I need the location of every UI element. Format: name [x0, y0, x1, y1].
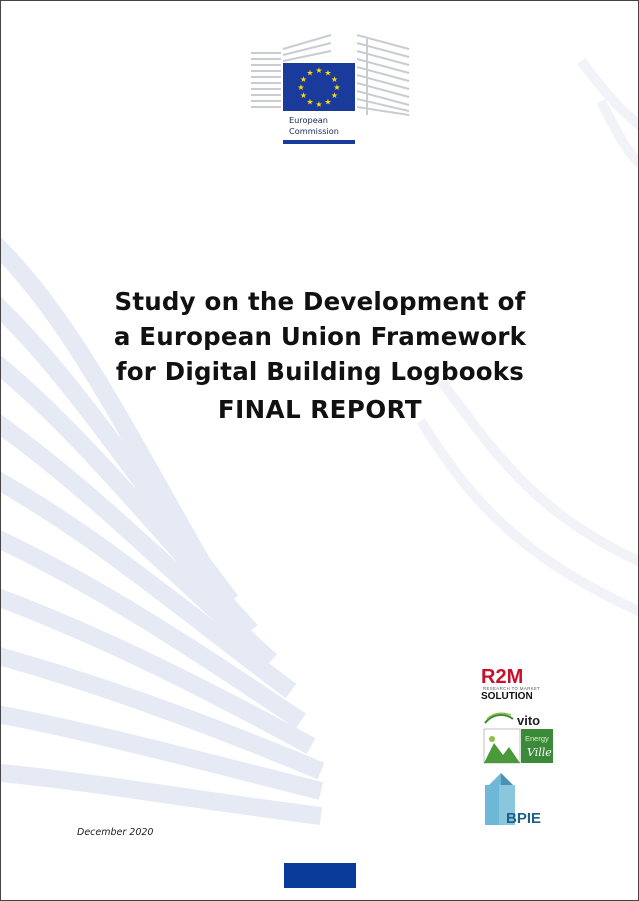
footer-blue-bar — [284, 863, 356, 888]
svg-text:★: ★ — [315, 66, 323, 75]
vito-logo-text: vito — [517, 713, 541, 728]
bpie-logo-text: BPIE — [506, 810, 542, 827]
svg-text:★: ★ — [324, 97, 332, 107]
energyville-line2: Ville — [527, 746, 552, 759]
commission-label-line2: Commission — [289, 126, 339, 136]
svg-text:★: ★ — [299, 91, 308, 100]
r2m-tagline: RESEARCH TO MARKET — [483, 686, 541, 691]
publication-date: December 2020 — [77, 827, 154, 838]
svg-text:★: ★ — [297, 83, 305, 92]
r2m-logo-text: R2M — [481, 666, 524, 688]
partner-logos-graphic — [479, 663, 559, 839]
svg-text:★: ★ — [330, 75, 339, 84]
r2m-solution-text: SOLUTION — [481, 691, 533, 702]
commission-label-line1: European — [289, 115, 328, 125]
partner-logos — [479, 663, 559, 843]
title-line-2: a European Union Framework — [113, 322, 527, 351]
title-line-3: for Digital Building Logbooks — [115, 357, 525, 386]
r2m-solution-logo — [481, 666, 540, 702]
energyville-line1: Energy — [525, 734, 549, 743]
svg-text:★: ★ — [306, 68, 314, 78]
svg-text:★: ★ — [299, 75, 308, 84]
bpie-logo — [485, 773, 541, 827]
title-line-1: Study on the Development of — [114, 287, 526, 316]
svg-text:★: ★ — [315, 100, 323, 109]
report-subtitle: FINAL REPORT — [217, 395, 423, 424]
svg-text:★: ★ — [306, 97, 314, 107]
svg-text:★: ★ — [333, 83, 341, 92]
vito-energyville-logo — [484, 713, 553, 763]
european-commission-logo — [249, 31, 415, 145]
report-title-block — [41, 284, 599, 424]
svg-text:★: ★ — [324, 68, 332, 78]
svg-text:★: ★ — [330, 91, 339, 100]
